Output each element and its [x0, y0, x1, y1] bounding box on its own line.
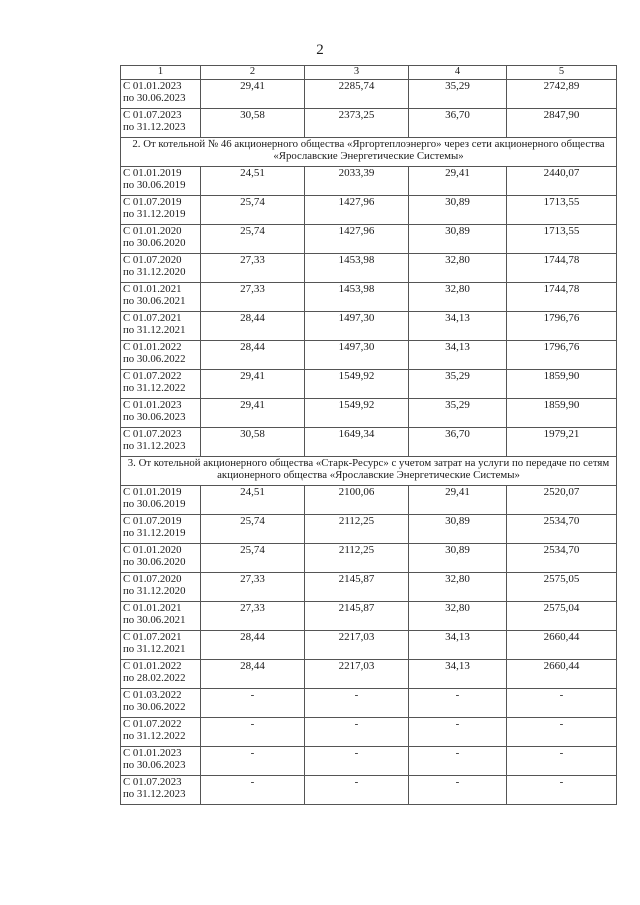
period-cell — [121, 282, 201, 311]
period-cell — [121, 398, 201, 427]
period-cell — [121, 166, 201, 195]
value-cell: 1744,78 — [507, 282, 617, 311]
value-cell: 2520,07 — [507, 485, 617, 514]
period-end: по 31.12.2021 — [123, 643, 186, 655]
table-row — [121, 340, 617, 369]
value-cell: 35,29 — [409, 369, 507, 398]
period-cell — [121, 659, 201, 688]
value-cell: 29,41 — [409, 166, 507, 195]
table-row — [121, 253, 617, 282]
period-end: по 31.12.2021 — [123, 324, 186, 336]
period-start: С 01.07.2019 — [123, 195, 182, 208]
column-number-cell: 4 — [409, 66, 507, 80]
value-cell: 2373,25 — [305, 108, 409, 137]
value-cell: 34,13 — [409, 340, 507, 369]
value-cell: 30,58 — [201, 427, 305, 456]
period-end: по 30.06.2022 — [123, 701, 186, 713]
period-start: С 01.01.2023 — [123, 79, 182, 92]
value-cell: 1713,55 — [507, 224, 617, 253]
table-row — [121, 108, 617, 137]
value-cell: - — [507, 688, 617, 717]
value-cell: 2440,07 — [507, 166, 617, 195]
value-cell: - — [305, 775, 409, 804]
table-row — [121, 630, 617, 659]
value-cell: 24,51 — [201, 485, 305, 514]
value-cell: 36,70 — [409, 108, 507, 137]
table-row — [121, 688, 617, 717]
period-end: по 31.12.2023 — [123, 440, 186, 452]
period-cell — [121, 688, 201, 717]
period-end: по 30.06.2023 — [123, 92, 186, 104]
value-cell: 1859,90 — [507, 398, 617, 427]
period-end: по 31.12.2023 — [123, 788, 186, 800]
value-cell: 32,80 — [409, 572, 507, 601]
value-cell: - — [507, 717, 617, 746]
period-cell — [121, 746, 201, 775]
value-cell: 1453,98 — [305, 253, 409, 282]
period-start: С 01.01.2020 — [123, 224, 182, 237]
table-row — [121, 427, 617, 456]
value-cell: - — [305, 717, 409, 746]
period-cell — [121, 253, 201, 282]
table-row — [121, 659, 617, 688]
value-cell: 28,44 — [201, 311, 305, 340]
value-cell: 2575,04 — [507, 601, 617, 630]
value-cell: - — [305, 688, 409, 717]
value-cell: 27,33 — [201, 601, 305, 630]
value-cell: - — [409, 688, 507, 717]
table-row — [121, 717, 617, 746]
section-heading-row — [121, 456, 617, 485]
column-number-row — [121, 66, 617, 80]
period-cell — [121, 543, 201, 572]
value-cell: 2847,90 — [507, 108, 617, 137]
table-row — [121, 543, 617, 572]
section-heading: 2. От котельной № 46 акционерного общества «Яргортеплоэнерго» через сети акционерного общества «Ярославские Энергетические Системы» — [121, 137, 617, 166]
period-start: С 01.07.2023 — [123, 427, 182, 440]
value-cell: 2660,44 — [507, 659, 617, 688]
value-cell: 27,33 — [201, 572, 305, 601]
value-cell: 2534,70 — [507, 543, 617, 572]
value-cell: 25,74 — [201, 543, 305, 572]
value-cell: 34,13 — [409, 311, 507, 340]
period-end: по 30.06.2023 — [123, 759, 186, 771]
value-cell: 30,89 — [409, 224, 507, 253]
period-end: по 31.12.2019 — [123, 208, 186, 220]
value-cell: 34,13 — [409, 659, 507, 688]
value-cell: 1979,21 — [507, 427, 617, 456]
period-start: С 01.01.2023 — [123, 398, 182, 411]
table-row — [121, 398, 617, 427]
value-cell: 28,44 — [201, 659, 305, 688]
value-cell: 2145,87 — [305, 601, 409, 630]
period-start: С 01.01.2022 — [123, 340, 182, 353]
period-cell — [121, 427, 201, 456]
period-cell — [121, 514, 201, 543]
period-end: по 28.02.2022 — [123, 672, 186, 684]
value-cell: - — [409, 746, 507, 775]
value-cell: 25,74 — [201, 195, 305, 224]
value-cell: - — [201, 746, 305, 775]
value-cell: 27,33 — [201, 253, 305, 282]
value-cell: 1796,76 — [507, 340, 617, 369]
period-cell — [121, 79, 201, 108]
value-cell: 24,51 — [201, 166, 305, 195]
period-start: С 01.07.2023 — [123, 775, 182, 788]
value-cell: 1453,98 — [305, 282, 409, 311]
period-cell — [121, 572, 201, 601]
value-cell: 34,13 — [409, 630, 507, 659]
value-cell: 28,44 — [201, 340, 305, 369]
period-end: по 31.12.2022 — [123, 382, 186, 394]
value-cell: 2575,05 — [507, 572, 617, 601]
value-cell: - — [507, 746, 617, 775]
value-cell: 2112,25 — [305, 514, 409, 543]
value-cell: 2033,39 — [305, 166, 409, 195]
period-end: по 30.06.2022 — [123, 353, 186, 365]
period-end: по 31.12.2020 — [123, 266, 186, 278]
value-cell: 32,80 — [409, 253, 507, 282]
period-end: по 31.12.2019 — [123, 527, 186, 539]
period-cell — [121, 775, 201, 804]
period-cell — [121, 108, 201, 137]
period-cell — [121, 224, 201, 253]
table-row — [121, 601, 617, 630]
value-cell: 2534,70 — [507, 514, 617, 543]
value-cell: 2217,03 — [305, 630, 409, 659]
period-start: С 01.01.2019 — [123, 485, 182, 498]
period-end: по 30.06.2020 — [123, 237, 186, 249]
value-cell: - — [305, 746, 409, 775]
period-end: по 31.12.2022 — [123, 730, 186, 742]
period-cell — [121, 717, 201, 746]
period-cell — [121, 485, 201, 514]
value-cell: 25,74 — [201, 224, 305, 253]
column-number-cell: 2 — [201, 66, 305, 80]
value-cell: 1549,92 — [305, 398, 409, 427]
period-start: С 01.07.2022 — [123, 369, 182, 382]
period-start: С 01.07.2021 — [123, 630, 182, 643]
period-cell — [121, 340, 201, 369]
value-cell: - — [409, 717, 507, 746]
value-cell: 1859,90 — [507, 369, 617, 398]
value-cell: 30,58 — [201, 108, 305, 137]
value-cell: 30,89 — [409, 195, 507, 224]
value-cell: 2145,87 — [305, 572, 409, 601]
value-cell: 2100,06 — [305, 485, 409, 514]
value-cell: 1713,55 — [507, 195, 617, 224]
value-cell: 1796,76 — [507, 311, 617, 340]
value-cell: 27,33 — [201, 282, 305, 311]
period-start: С 01.03.2022 — [123, 688, 182, 701]
value-cell: 25,74 — [201, 514, 305, 543]
value-cell: 35,29 — [409, 79, 507, 108]
period-start: С 01.01.2021 — [123, 601, 182, 614]
tariff-table — [120, 65, 617, 805]
column-number-cell: 5 — [507, 66, 617, 80]
value-cell: 1744,78 — [507, 253, 617, 282]
table-row — [121, 369, 617, 398]
period-start: С 01.01.2019 — [123, 166, 182, 179]
page-number: 2 — [316, 42, 324, 58]
value-cell: - — [409, 775, 507, 804]
period-end: по 30.06.2020 — [123, 556, 186, 568]
period-end: по 31.12.2020 — [123, 585, 186, 597]
value-cell: 2112,25 — [305, 543, 409, 572]
period-start: С 01.07.2023 — [123, 108, 182, 121]
table-row — [121, 195, 617, 224]
table-row — [121, 572, 617, 601]
section-heading: 3. От котельной акционерного общества «Старк-Ресурс» с учетом затрат на услуги по передаче по сетям акционерного общества «Ярославские Энергетические Системы» — [121, 456, 617, 485]
period-end: по 30.06.2023 — [123, 411, 186, 423]
period-start: С 01.07.2022 — [123, 717, 182, 730]
value-cell: - — [507, 775, 617, 804]
value-cell: 2742,89 — [507, 79, 617, 108]
table-row — [121, 514, 617, 543]
value-cell: 28,44 — [201, 630, 305, 659]
table-row — [121, 485, 617, 514]
period-end: по 30.06.2019 — [123, 179, 186, 191]
table-row — [121, 224, 617, 253]
period-end: по 30.06.2019 — [123, 498, 186, 510]
period-cell — [121, 195, 201, 224]
period-start: С 01.01.2023 — [123, 746, 182, 759]
value-cell: - — [201, 775, 305, 804]
value-cell: 32,80 — [409, 601, 507, 630]
value-cell: 1549,92 — [305, 369, 409, 398]
value-cell: 32,80 — [409, 282, 507, 311]
value-cell: 2285,74 — [305, 79, 409, 108]
period-start: С 01.01.2020 — [123, 543, 182, 556]
column-number-cell: 1 — [121, 66, 201, 80]
period-cell — [121, 369, 201, 398]
value-cell: 1649,34 — [305, 427, 409, 456]
table-row — [121, 79, 617, 108]
period-start: С 01.07.2020 — [123, 253, 182, 266]
value-cell: - — [201, 688, 305, 717]
value-cell: 1497,30 — [305, 340, 409, 369]
period-end: по 30.06.2021 — [123, 614, 186, 626]
value-cell: 2217,03 — [305, 659, 409, 688]
table-row — [121, 282, 617, 311]
column-number-cell: 3 — [305, 66, 409, 80]
period-cell — [121, 601, 201, 630]
period-cell — [121, 630, 201, 659]
value-cell: - — [201, 717, 305, 746]
value-cell: 1427,96 — [305, 224, 409, 253]
value-cell: 36,70 — [409, 427, 507, 456]
period-start: С 01.07.2020 — [123, 572, 182, 585]
value-cell: 35,29 — [409, 398, 507, 427]
period-start: С 01.07.2019 — [123, 514, 182, 527]
value-cell: 29,41 — [201, 369, 305, 398]
value-cell: 29,41 — [201, 398, 305, 427]
period-start: С 01.01.2022 — [123, 659, 182, 672]
period-end: по 30.06.2021 — [123, 295, 186, 307]
value-cell: 2660,44 — [507, 630, 617, 659]
value-cell: 1427,96 — [305, 195, 409, 224]
period-start: С 01.01.2021 — [123, 282, 182, 295]
table-row — [121, 311, 617, 340]
value-cell: 29,41 — [409, 485, 507, 514]
table-row — [121, 166, 617, 195]
table-row — [121, 775, 617, 804]
section-heading-row — [121, 137, 617, 166]
value-cell: 1497,30 — [305, 311, 409, 340]
value-cell: 30,89 — [409, 543, 507, 572]
value-cell: 29,41 — [201, 79, 305, 108]
period-cell — [121, 311, 201, 340]
period-end: по 31.12.2023 — [123, 121, 186, 133]
tariff-table-body — [121, 66, 617, 805]
period-start: С 01.07.2021 — [123, 311, 182, 324]
value-cell: 30,89 — [409, 514, 507, 543]
table-row — [121, 746, 617, 775]
